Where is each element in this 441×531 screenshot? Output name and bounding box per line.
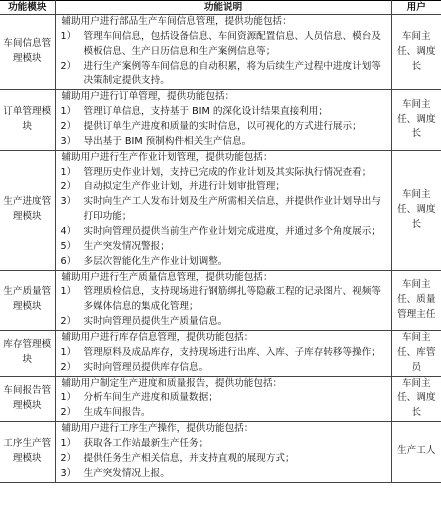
list-item-number: 1）	[60, 392, 77, 404]
table-row	[0, 15, 441, 90]
list-item	[60, 166, 388, 181]
module-user: 车间主任、调度长	[391, 90, 441, 150]
module-user: 车间主任、调度长	[391, 15, 441, 90]
list-item-number: 2）	[60, 60, 77, 72]
list-item-text: 管理原料及成品库存，支持现场进行出库、入库、子库存转移等操作；	[83, 346, 381, 358]
list-item-text: 实时向管理员提供当前生产作业计划完成进度，并通过多个角度展示；	[83, 226, 381, 238]
module-user: 车间主任、调度长	[391, 150, 441, 270]
module-user: 车间主任、调度长	[391, 376, 441, 422]
module-description	[55, 270, 391, 330]
module-name: 车间报告管理模块	[0, 376, 55, 422]
list-item-text: 分析车间生产进度和质量数据；	[83, 392, 218, 404]
list-item-text: 提供订单生产进度和质量的实时信息，以可视化的方式进行展示；	[83, 121, 362, 133]
list-item-text: 提供任务生产相关信息，并支持直观的展现方式；	[83, 452, 295, 464]
list-item-number: 1）	[60, 30, 77, 42]
table-row	[0, 90, 441, 150]
list-item	[60, 135, 388, 150]
description-intro: 辅助用户进行订单管理，提供功能包括：	[61, 91, 235, 103]
list-item-text: 进行生产案例等车间信息的自动积累，将为后续生产过程中进度计划等决策制定提供支持。	[83, 60, 381, 87]
table-row	[0, 422, 441, 482]
table-row	[0, 270, 441, 330]
list-item-text: 实时向管理员提供生产质量信息。	[83, 316, 228, 328]
module-description	[55, 150, 391, 270]
description-intro: 辅助用户进行工序生产操作，提供功能包括：	[61, 423, 254, 435]
list-item-text: 生产突发情况警报；	[83, 240, 170, 252]
list-item	[60, 180, 388, 195]
list-item	[60, 452, 388, 467]
description-intro: 辅助用户进行生产质量信息管理，提供功能包括：	[61, 271, 273, 283]
list-item-number: 3）	[60, 135, 77, 147]
list-item	[60, 361, 388, 376]
list-item	[60, 346, 388, 361]
list-item-text: 实时向管理员提供库存信息。	[83, 361, 209, 373]
list-item	[60, 30, 388, 60]
list-item	[60, 255, 388, 270]
header-module: 功能模块	[0, 1, 55, 15]
list-item-text: 获取各工作站最新生产任务；	[83, 438, 209, 450]
description-intro: 辅助用户进行库存信息管理，提供功能包括：	[61, 332, 254, 344]
list-item-text: 导出基于 BIM 预制构件相关生产信息。	[83, 135, 252, 147]
list-item-number: 2）	[60, 121, 77, 133]
module-name: 生产进度管理模块	[0, 150, 55, 270]
list-item-number: 5）	[60, 240, 77, 252]
module-user: 车间主任、库管员	[391, 331, 441, 377]
list-item-text: 生产突发情况上报。	[83, 467, 170, 479]
table-header-row	[0, 1, 441, 15]
list-item-number: 1）	[60, 438, 77, 450]
list-item-number: 2）	[60, 181, 77, 193]
list-item-text: 管理质检信息，支持现场进行钢筋绑扎等隐蔽工程的记录图片、视频等多媒体信息的集成化管理；	[83, 286, 381, 313]
list-item	[60, 195, 388, 225]
list-item-number: 1）	[60, 346, 77, 358]
module-description	[55, 422, 391, 482]
module-name: 生产质量管理模块	[0, 270, 55, 330]
module-name: 订单管理模块	[0, 90, 55, 150]
list-item-number: 4）	[60, 226, 77, 238]
list-item-number: 2）	[60, 407, 77, 419]
list-item-text: 生成车间报告。	[83, 407, 151, 419]
list-item	[60, 105, 388, 120]
list-item	[60, 467, 388, 482]
header-user: 用户	[391, 1, 441, 15]
module-user: 生产工人	[391, 422, 441, 482]
list-item-text: 管理订单信息，支持基于 BIM 的深化设计结果直接利用；	[83, 106, 328, 118]
table-row	[0, 150, 441, 270]
list-item-text: 自动拟定生产作业计划，并进行计划审批管理；	[83, 181, 285, 193]
module-user: 车间主任、质量管理主任	[391, 270, 441, 330]
list-item-number: 2）	[60, 452, 77, 464]
list-item	[60, 60, 388, 90]
module-description	[55, 15, 391, 90]
list-item	[60, 391, 388, 406]
list-item-number: 2）	[60, 361, 77, 373]
module-description	[55, 331, 391, 377]
list-item-number: 1）	[60, 106, 77, 118]
list-item	[60, 437, 388, 452]
list-item-text: 多层次智能化生产作业计划调整。	[83, 255, 228, 267]
list-item-number: 2）	[60, 316, 77, 328]
list-item	[60, 285, 388, 315]
list-item-number: 3）	[60, 196, 77, 208]
list-item-text: 管理车间信息，包括设备信息、车间资源配置信息、人员信息、模台及模板信息、生产日历信息和生产案例信息等；	[83, 30, 381, 57]
description-intro: 辅助用户进行部品生产车间信息管理，提供功能包括：	[61, 16, 292, 27]
module-name: 工序生产管理模块	[0, 422, 55, 482]
module-description	[55, 376, 391, 422]
table-row	[0, 331, 441, 377]
module-name: 库存管理模块	[0, 331, 55, 377]
list-item-number: 1）	[60, 286, 77, 298]
list-item-number: 6）	[60, 255, 77, 267]
list-item	[60, 225, 388, 240]
list-item-number: 1）	[60, 166, 77, 178]
list-item	[60, 120, 388, 135]
list-item	[60, 315, 388, 330]
module-description	[55, 90, 391, 150]
list-item	[60, 240, 388, 255]
list-item-text: 管理历史作业计划，支持已完成的作业计划及其实际执行情况查看；	[83, 166, 372, 178]
description-intro: 辅助用户进行生产作业计划管理，提供功能包括：	[61, 151, 273, 163]
list-item-text: 实时向生产工人发布计划及生产所需相关信息，并提供作业计划导出与打印功能；	[83, 196, 381, 223]
list-item-number: 3）	[60, 467, 77, 479]
list-item	[60, 406, 388, 421]
header-description: 功能说明	[55, 1, 391, 15]
table-body	[0, 15, 441, 483]
description-intro: 辅助用户制定生产进度和质量报告，提供功能包括：	[61, 377, 283, 389]
module-name: 车间信息管理模块	[0, 15, 55, 90]
table-row	[0, 376, 441, 422]
